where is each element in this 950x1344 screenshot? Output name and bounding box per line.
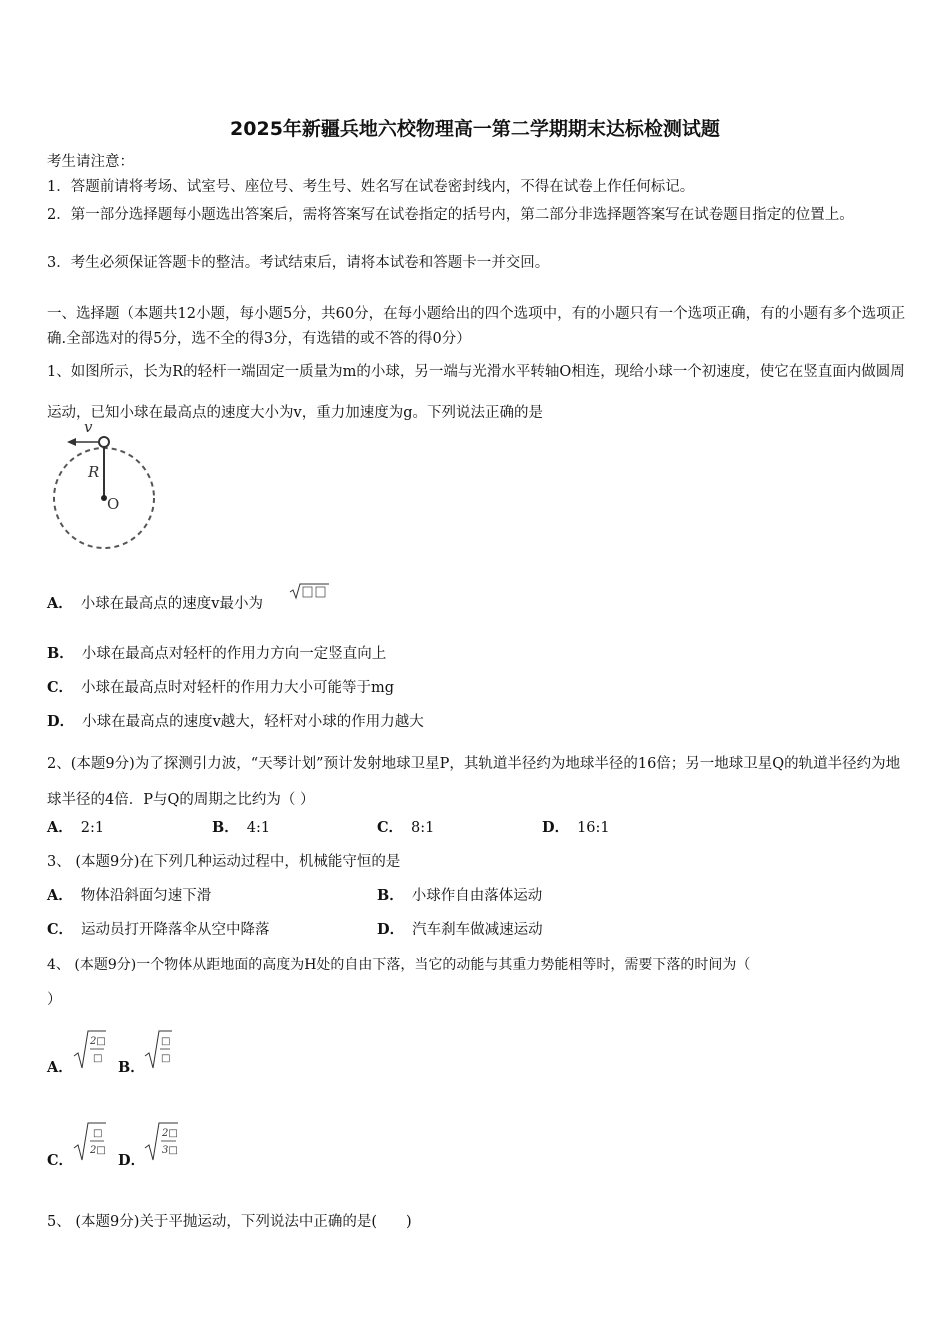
- svg-text:□: □: [161, 1036, 171, 1047]
- option-text: 小球在最高点对轻杆的作用力方向一定竖直向上: [81, 646, 387, 662]
- svg-text:2□: 2□: [90, 1036, 106, 1047]
- option-text: 小球在最高点的速度v最小为: [80, 596, 263, 612]
- option-label: B．: [212, 819, 239, 836]
- option-label: B．: [47, 645, 74, 662]
- sqrt-gr-formula: [289, 582, 331, 602]
- svg-text:□: □: [161, 1053, 171, 1064]
- option-label: D．: [377, 921, 405, 938]
- option-label: A．: [47, 887, 73, 904]
- option-text: 小球在最高点的速度v越大，轻杆对小球的作用力越大: [82, 714, 424, 730]
- velocity-arrowhead: [67, 438, 76, 446]
- q1-option-a[interactable]: [47, 594, 263, 614]
- option-label: C．: [377, 819, 404, 836]
- option-text: 小球在最高点时对轻杆的作用力大小可能等于mg: [81, 680, 395, 696]
- ball: [99, 437, 109, 447]
- radius-label: R: [88, 463, 100, 481]
- notice-item-2: 2．第一部分选择题每小题选出答案后，需将答案写在试卷指定的括号内，第二部分非选择题答案写在试卷题目指定的位置上。: [47, 207, 854, 223]
- option-text: 物体沿斜面匀速下滑: [80, 888, 212, 904]
- q4-option-c-formula: [73, 1120, 107, 1164]
- notice-item-3: 3．考生必须保证答题卡的整洁。考试结束后，请将本试卷和答题卡一并交回。: [47, 255, 550, 271]
- q1-option-b[interactable]: [47, 644, 386, 664]
- option-label: D．: [47, 713, 75, 730]
- q2-option-b[interactable]: [212, 818, 270, 838]
- q4-option-b-formula: [144, 1028, 174, 1072]
- q2-option-d[interactable]: [542, 818, 610, 838]
- q3-stem: 3、 (本题9分)在下列几种运动过程中，机械能守恒的是: [47, 854, 401, 870]
- q3-option-b[interactable]: [377, 886, 542, 906]
- option-text: 运动员打开降落伞从空中降落: [81, 922, 270, 938]
- option-label: A．: [47, 595, 73, 612]
- q5-stem: 5、 (本题9分)关于平抛运动，下列说法中正确的是( ): [47, 1214, 412, 1230]
- q4-option-d-formula: [144, 1120, 180, 1164]
- q3-option-a[interactable]: [47, 886, 211, 906]
- option-text: 16:1: [577, 820, 610, 836]
- option-text: 汽车刹车做减速运动: [412, 922, 543, 938]
- svg-text:2□: 2□: [162, 1128, 178, 1139]
- option-text: 8:1: [411, 820, 435, 836]
- option-text: 4:1: [246, 820, 271, 836]
- option-label: B．: [118, 1059, 145, 1076]
- q1-stem: 1、如图所示，长为R的轻杆一端固定一质量为m的小球，另一端与光滑水平转轴O相连，现给小球一个初速度，使它在竖直面内做圆周运动，已知小球在最高点的速度大小为v，重力加速度为g。下列说法正确的是: [47, 364, 905, 421]
- svg-text:□: □: [93, 1053, 103, 1064]
- svg-text:2□: 2□: [90, 1145, 106, 1156]
- q3-option-d[interactable]: [377, 920, 543, 940]
- option-text: 小球作自由落体运动: [411, 888, 543, 904]
- notice-heading: 考生请注意：: [47, 154, 134, 170]
- option-label: D．: [118, 1152, 146, 1169]
- axis-label: O: [107, 495, 120, 513]
- option-label: D．: [542, 819, 570, 836]
- velocity-label: v: [84, 418, 93, 436]
- q1-option-c[interactable]: [47, 678, 394, 698]
- page-title: 2025年新疆兵地六校物理高一第二学期期末达标检测试题: [230, 118, 720, 140]
- section-heading: 一、选择题（本题共12小题，每小题5分，共60分，在每小题给出的四个选项中，有的小题只有一个选项正确，有的小题有多个选项正确.全部选对的得5分，选不全的得3分，有选错的或不答的得0分）: [47, 306, 906, 347]
- svg-text:□: □: [93, 1128, 103, 1139]
- option-label: A．: [47, 1059, 73, 1076]
- option-label: C．: [47, 921, 74, 938]
- q4-stem-line2: ）: [47, 992, 62, 1008]
- q2-option-a[interactable]: [47, 818, 104, 838]
- q1-option-d[interactable]: [47, 712, 424, 732]
- q4-option-a-formula: [73, 1028, 107, 1072]
- q4-stem-line1: 4、 (本题9分)一个物体从距地面的高度为H处的自由下落，当它的动能与其重力势能相等时，需要下落的时间为（: [47, 957, 751, 973]
- q2-stem: 2、(本题9分)为了探测引力波，“天琴计划”预计发射地球卫星P，其轨道半径约为地球半径的16倍；另一地球卫星Q的轨道半径约为地球半径的4倍．P与Q的周期之比约为（ ）: [47, 756, 901, 808]
- option-label: C．: [47, 679, 74, 696]
- notice-item-1: 1．答题前请将考场、试室号、座位号、考生号、姓名写在试卷密封线内，不得在试卷上作任何标记。: [47, 179, 695, 195]
- option-label: A．: [47, 819, 73, 836]
- q3-option-c[interactable]: [47, 920, 270, 940]
- q2-option-c[interactable]: [377, 818, 434, 838]
- option-label: C．: [47, 1152, 74, 1169]
- option-text: 2:1: [80, 820, 105, 836]
- option-label: B．: [377, 887, 404, 904]
- q1-figure: [45, 415, 165, 560]
- svg-text:3□: 3□: [162, 1145, 178, 1156]
